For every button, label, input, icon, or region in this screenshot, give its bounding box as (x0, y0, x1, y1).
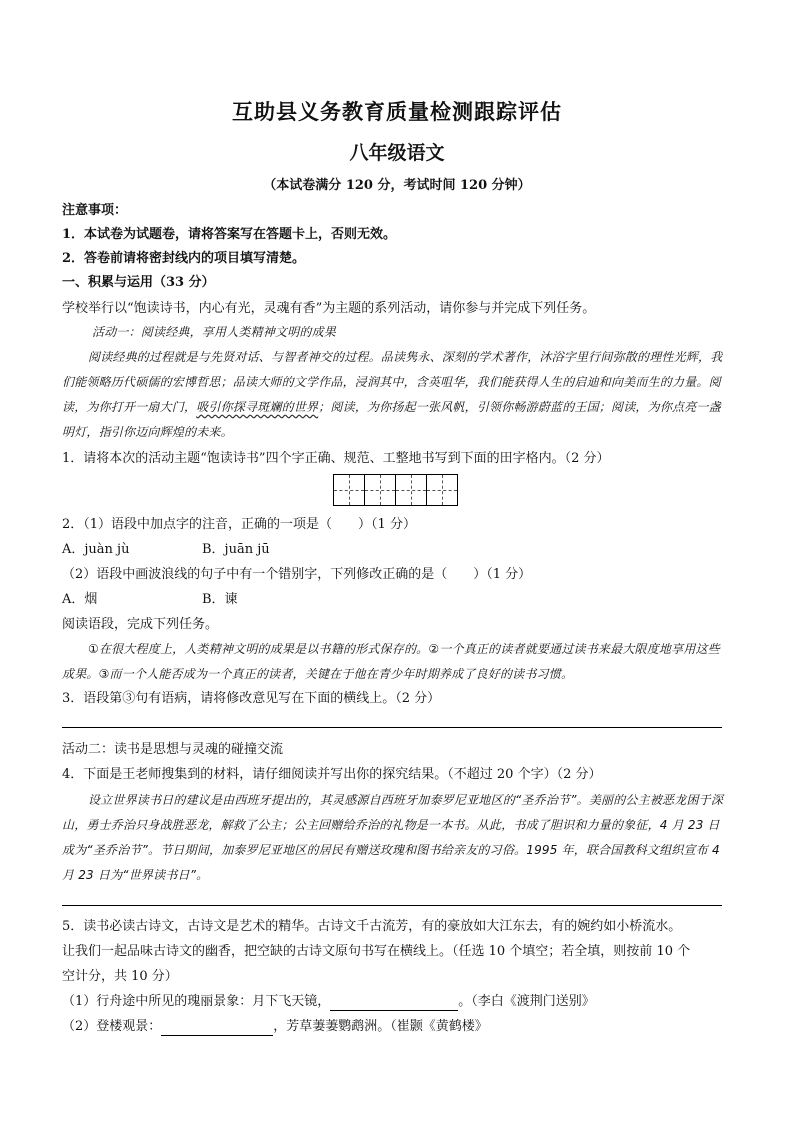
question-2-1-options (62, 541, 732, 559)
option-a: A．juàn jù (62, 542, 130, 557)
activity1-title: 活动一：阅读经典，享用人类精神文明的成果 (92, 325, 337, 339)
grid-cell[interactable] (364, 474, 396, 506)
grid-cell[interactable] (395, 474, 427, 506)
blank-line[interactable] (161, 1021, 273, 1036)
grid-cell[interactable] (333, 474, 365, 506)
q5-1-suffix: 。（李白《渡荆门送别》 (458, 994, 595, 1009)
question-3: 3．语段第③句有语病，请将修改意见写在下面的横线上。（2 分） (62, 691, 441, 706)
question-5-line-2: 让我们一起品味古诗文的幽香，把空缺的古诗文原句书写在横线上。（任选 10 个填空；若全填，则按前 10 个 (62, 944, 691, 959)
section1-heading: 一、积累与运用（33 分） (62, 275, 215, 290)
notice-heading: 注意事项： (62, 203, 128, 218)
question-2-1: 2．（1）语段中加点字的注音，正确的一项是（ ）（1 分） (62, 517, 416, 532)
grid-cell[interactable] (426, 474, 458, 506)
passage2 (62, 637, 730, 687)
activity2-title: 活动二：读书是思想与灵魂的碰撞交流 (62, 742, 284, 757)
passage2-text: ①在很大程度上，人类精神文明的成果是以书籍的形式保存的。②一个真正的读者就要通过读书来最大限度地享用这些成果。③而一个人能否成为一个真正的读者，关键在于他在青少年时期养成了良好的读书习惯。 (62, 642, 720, 681)
section1-intro: 学校举行以“饱读诗书，内心有光，灵魂有香”为主题的系列活动，请你参与并完成下列任务。 (62, 301, 596, 316)
option-b: B．juān jū (202, 542, 270, 557)
tianzige-grid[interactable] (334, 474, 458, 506)
question-5-line-1: 5．读书必读古诗文，古诗文是艺术的精华。古诗文千古流芳，有的豪放如大江东去，有的婉约如小桥流水。 (62, 919, 682, 934)
question-2-2: （2）语段中画波浪线的句子中有一个错别字，下列修改正确的是（ ）（1 分） (62, 567, 532, 582)
exam-note: （本试卷满分 120 分，考试时间 120 分钟） (263, 178, 531, 193)
question-5-2 (62, 1018, 732, 1036)
option-b: B．谏 (202, 592, 238, 607)
answer-line[interactable] (62, 727, 722, 728)
q5-1-prefix: （1）行舟途中所见的瑰丽景象：月下飞天镜， (62, 994, 331, 1009)
question-2-2-options (62, 591, 732, 609)
read-prompt: 阅读语段，完成下列任务。 (62, 617, 219, 632)
passage1 (62, 345, 730, 445)
question-5-1 (62, 993, 732, 1011)
question-1: 1．请将本次的活动主题“饱读诗书”四个字正确、规范、工整地书写到下面的田字格内。（2 分） (62, 451, 610, 466)
exam-subtitle: 八年级语文 (349, 142, 445, 164)
notice-item-2: 2．答卷前请将密封线内的项目填写清楚。 (62, 251, 306, 266)
notice-item-1: 1．本试卷为试题卷，请将答案写在答题卡上，否则无效。 (62, 227, 397, 242)
q5-2-prefix: （2）登楼观景： (62, 1019, 162, 1034)
wavy-sentence: 吸引你探寻斑斓的世界 (196, 400, 319, 414)
passage1-part-b: ；阅读，为你扬起一张风帆，引领你畅游蔚蓝的王国；阅读，为你点亮一盏明灯，指引你迈向辉煌的未来。 (62, 400, 721, 439)
option-a: A．烟 (62, 592, 98, 607)
exam-title: 互助县义务教育质量检测跟踪评估 (232, 99, 562, 124)
question-4: 4．下面是王老师搜集到的材料，请仔细阅读并写出你的探究结果。（不超过 20 个字）（2 分） (62, 767, 602, 782)
q5-2-suffix: ，芳草萋萋鹦鹉洲。（崔颢《黄鹤楼》 (273, 1019, 488, 1034)
passage3 (62, 788, 730, 888)
passage1-part-a: 阅读经典的过程就是与先贤对话、与智者神交的过程。品读隽永、深刻的学术著作，沐浴字里行间弥散的理性光辉，我们能领略历代硕儒的宏博哲思；品读大师的文学作品，浸润其中，含英咀华，我们能获得人生的启迪和向美而生的力量。阅读，为你打开一扇大门， (62, 350, 723, 414)
question-5-line-3: 空计分，共 10 分） (62, 969, 178, 984)
blank-line[interactable] (330, 996, 458, 1011)
passage3-text: 设立世界读书日的建议是由西班牙提出的，其灵感源自西班牙加泰罗尼亚地区的“圣乔治节”。美丽的公主被恶龙困于深山，勇士乔治只身战胜恶龙，解救了公主；公主回赠给乔治的礼物是一本书。从此，书成了胆识和力量的象征，4 月 23 日成为“圣乔治节”。节日期间，加泰罗尼亚地区的居民有赠送玫瑰和图书给亲友的习俗。1995 年，联合国教科文组织宣布 4 月 23 日为“世界读书日”。 (62, 793, 724, 882)
answer-line[interactable] (62, 905, 722, 906)
